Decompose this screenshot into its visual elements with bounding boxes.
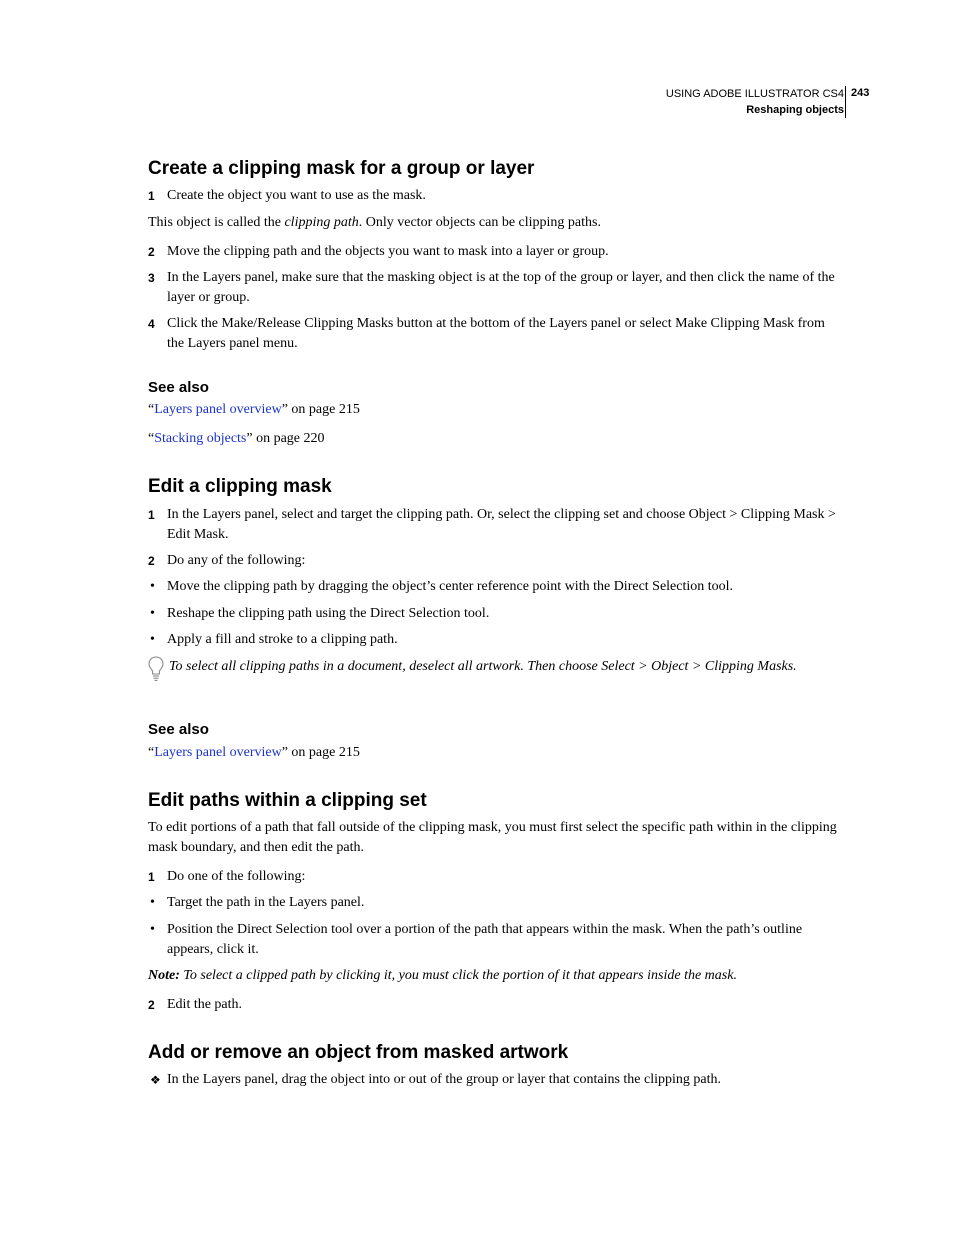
diamond-bullet-icon: ❖ xyxy=(150,1073,161,1087)
cross-reference xyxy=(148,743,840,763)
link-layers-panel-overview[interactable]: Layers panel overview xyxy=(154,402,282,417)
quote-open: “ xyxy=(148,402,155,417)
bullet-item xyxy=(148,893,840,913)
bullet: • xyxy=(150,895,155,910)
step-2 xyxy=(148,551,840,571)
step-text: Do one of the following: xyxy=(167,869,306,884)
term-clipping-path: clipping path xyxy=(284,215,359,230)
running-header xyxy=(666,86,844,118)
bullet-text: Apply a fill and stroke to a clipping path. xyxy=(167,632,398,647)
bullet: • xyxy=(150,922,155,937)
section-heading-create-clipping-mask: Create a clipping mask for a group or layer xyxy=(148,158,535,179)
step-1 xyxy=(148,505,840,545)
step-number: 4 xyxy=(148,317,155,331)
step-4 xyxy=(148,314,840,354)
step-3 xyxy=(148,268,840,308)
note-text: To select a clipped path by clicking it, you must click the portion of it that appears inside the mask. xyxy=(179,968,737,983)
step-text: Move the clipping path and the objects you want to mask into a layer or group. xyxy=(167,244,609,259)
note xyxy=(148,966,840,986)
step-number: 2 xyxy=(148,245,155,259)
page-reference: ” on page 220 xyxy=(246,431,325,446)
header-divider xyxy=(845,86,846,118)
body-paragraph: To edit portions of a path that fall outside of the clipping mask, you must first select the specific path within in the clipping mask boundary, and then edit the path. xyxy=(148,820,837,855)
cross-reference xyxy=(148,400,840,420)
bullet-text: Reshape the clipping path using the Direct Selection tool. xyxy=(167,606,490,621)
bullet: • xyxy=(150,606,155,621)
bullet: • xyxy=(150,579,155,594)
see-also-heading: See also xyxy=(148,379,209,396)
bullet-item xyxy=(148,630,840,650)
header-subtitle: Reshaping objects xyxy=(746,104,844,116)
bullet-text: Move the clipping path by dragging the object’s center reference point with the Direct Selection tool. xyxy=(167,579,734,594)
see-also-heading: See also xyxy=(148,721,209,738)
bullet-item xyxy=(148,920,840,960)
step-text: Do any of the following: xyxy=(167,553,306,568)
step-text: In the Layers panel, drag the object into or out of the group or layer that contains the clipping path. xyxy=(167,1072,721,1087)
step-2 xyxy=(148,995,840,1015)
paragraph-text: . Only vector objects can be clipping paths. xyxy=(358,215,601,230)
page-reference: ” on page 215 xyxy=(281,402,360,417)
bullet-text: Position the Direct Selection tool over a portion of the path that appears within the mask. When the path’s outline appears, click it. xyxy=(167,922,803,957)
bullet-text: Target the path in the Layers panel. xyxy=(167,895,365,910)
step-text: Click the Make/Release Clipping Masks button at the bottom of the Layers panel or select Make Clipping Mask from the Layers panel menu. xyxy=(167,316,825,351)
tip-text: To select all clipping paths in a document, deselect all artwork. Then choose Select > Object > Clipping Masks. xyxy=(169,659,797,674)
tip xyxy=(148,657,840,677)
step-2 xyxy=(148,242,840,262)
cross-reference xyxy=(148,429,840,449)
single-step-item xyxy=(148,1070,840,1090)
section-heading-edit-clipping-mask: Edit a clipping mask xyxy=(148,476,332,497)
step-text: In the Layers panel, select and target the clipping path. Or, select the clipping set and choose Object > Clipping Mask > Edit Mask. xyxy=(167,507,836,542)
section-heading-edit-paths: Edit paths within a clipping set xyxy=(148,790,427,811)
section-heading-add-remove-object: Add or remove an object from masked artwork xyxy=(148,1042,569,1063)
step-text: In the Layers panel, make sure that the masking object is at the top of the group or layer, and then click the name of the layer or group. xyxy=(167,270,835,305)
step-number: 1 xyxy=(148,508,155,522)
page-reference: ” on page 215 xyxy=(281,745,360,760)
step-1 xyxy=(148,867,840,887)
step-number: 1 xyxy=(148,189,155,203)
step-number: 2 xyxy=(148,554,155,568)
header-title: USING ADOBE ILLUSTRATOR CS4 xyxy=(665,88,844,100)
step-number: 3 xyxy=(148,271,155,285)
step-text: Create the object you want to use as the mask. xyxy=(167,188,426,203)
note-label: Note: xyxy=(148,968,180,983)
bullet-item xyxy=(148,604,840,624)
quote-open: “ xyxy=(148,431,155,446)
step-text: Edit the path. xyxy=(167,997,243,1012)
step-number: 2 xyxy=(148,998,155,1012)
bullet-item xyxy=(148,577,840,597)
paragraph-text: This object is called the xyxy=(148,215,285,230)
link-layers-panel-overview[interactable]: Layers panel overview xyxy=(154,745,282,760)
step-1 xyxy=(148,186,840,206)
lightbulb-icon xyxy=(147,655,165,690)
page-number: 243 xyxy=(851,87,870,99)
step-number: 1 xyxy=(148,870,155,884)
body-paragraph xyxy=(148,213,840,233)
link-stacking-objects[interactable]: Stacking objects xyxy=(154,431,247,446)
bullet: • xyxy=(150,632,155,647)
quote-open: “ xyxy=(148,745,155,760)
